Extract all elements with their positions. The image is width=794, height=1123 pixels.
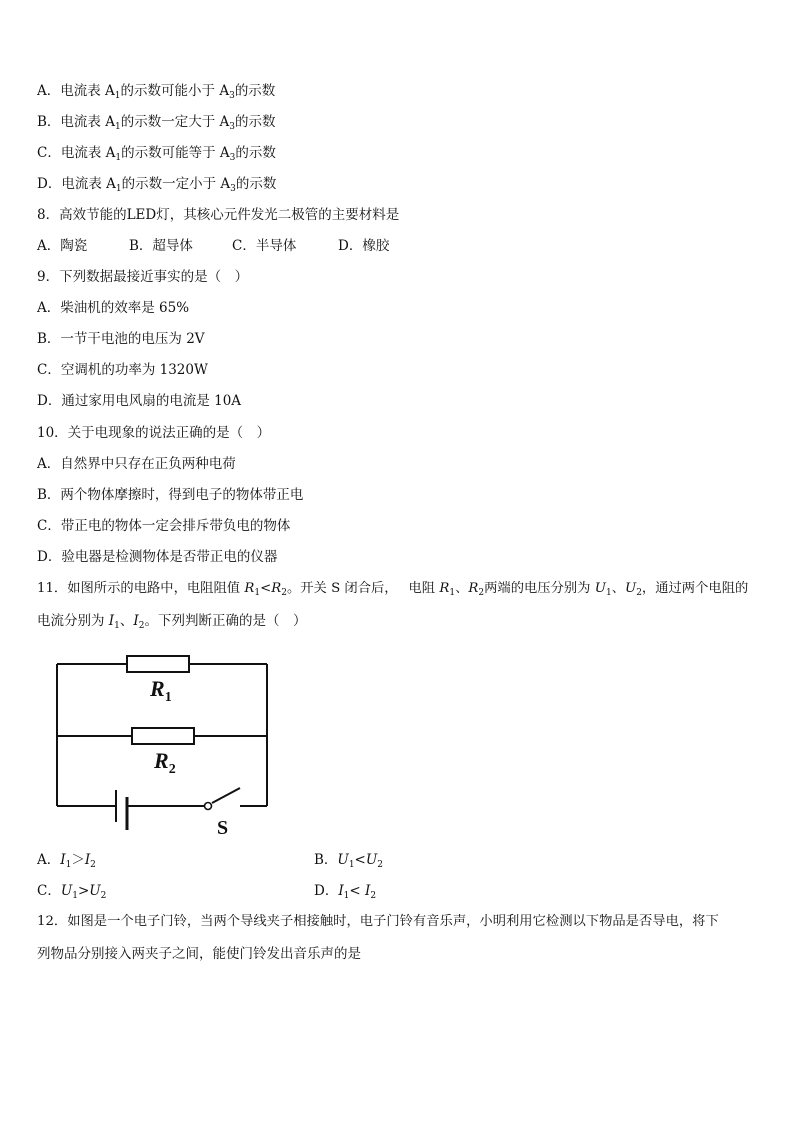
q9-option-a: A．柴油机的效率是 65%: [37, 300, 190, 316]
switch-label: S: [217, 817, 229, 839]
q7-option-c: C．电流表 $A_1$的示数可能等于 $A_3$的示数: [37, 145, 276, 163]
q7-option-a: A．电流表 $A_1$的示数可能小于 $A_3$的示数: [37, 83, 276, 101]
q9-option-c: C．空调机的功率为 1320W: [37, 362, 208, 378]
q12-stem-line2: 列物品分别接入两夹子之间，能使门铃发出音乐声的是: [37, 946, 361, 962]
q12-stem-line1: 12．如图是一个电子门铃，当两个导线夹子相接触时，电子门铃有音乐声，小明利用它检测以下物品是否导电，将下: [37, 914, 719, 929]
q8-option-c: C．半导体: [232, 238, 297, 254]
q10-stem: 10．关于电现象的说法正确的是（ ）: [37, 425, 271, 441]
q8-stem: 8．高效节能的LED灯，其核心元件发光二极管的主要材料是: [37, 207, 400, 223]
q11-option-b: B．$U_1<U_2$: [314, 852, 383, 870]
q8-option-d: D．橡胶: [338, 238, 390, 254]
q9-option-b: B．一节干电池的电压为 2V: [37, 331, 205, 347]
q9-option-d: D．通过家用电风扇的电流是 10A: [37, 393, 242, 409]
q9-stem: 9．下列数据最接近事实的是（ ）: [37, 269, 249, 285]
q7-option-b: B．电流表 $A_1$的示数一定大于 $A_3$的示数: [37, 114, 276, 132]
q10-option-b: B．两个物体摩擦时，得到电子的物体带正电: [37, 487, 304, 503]
switch-lever: [212, 788, 240, 803]
q8-option-b: B．超导体: [129, 238, 193, 254]
resistor-r2: [132, 728, 194, 744]
q11-stem-line2: 电流分别为 $I_1$、$I_2$。下列判断正确的是（ ）: [37, 613, 307, 631]
r2-label: $R_2$: [154, 748, 176, 777]
q11-option-d: D．$I_1< I_2$: [314, 883, 377, 901]
switch-pivot: [205, 803, 212, 810]
circuit-diagram: [50, 648, 280, 843]
q11-stem-line1: 11．如图所示的电路中，电阻阻值 $R_1<R_2$。开关 S 闭合后， 电阻 $R_1$、$R_2$两端的电压分别为 $U_1$、$U_2$，通过两个电阻的: [37, 581, 749, 598]
q11-option-a: A．$I_1>I_2$: [37, 852, 96, 870]
r1-label: $R_1$: [150, 676, 172, 705]
q10-option-c: C．带正电的物体一定会排斥带负电的物体: [37, 518, 291, 534]
q10-option-d: D．验电器是检测物体是否带正电的仪器: [37, 549, 278, 565]
q7-option-d: D．电流表 $A_1$的示数一定小于 $A_3$的示数: [37, 176, 277, 194]
q11-option-c: C．$U_1>U_2$: [37, 883, 107, 901]
resistor-r1: [127, 656, 189, 672]
q8-option-a: A．陶瓷: [37, 238, 88, 254]
q10-option-a: A．自然界中只存在正负两种电荷: [37, 456, 236, 472]
